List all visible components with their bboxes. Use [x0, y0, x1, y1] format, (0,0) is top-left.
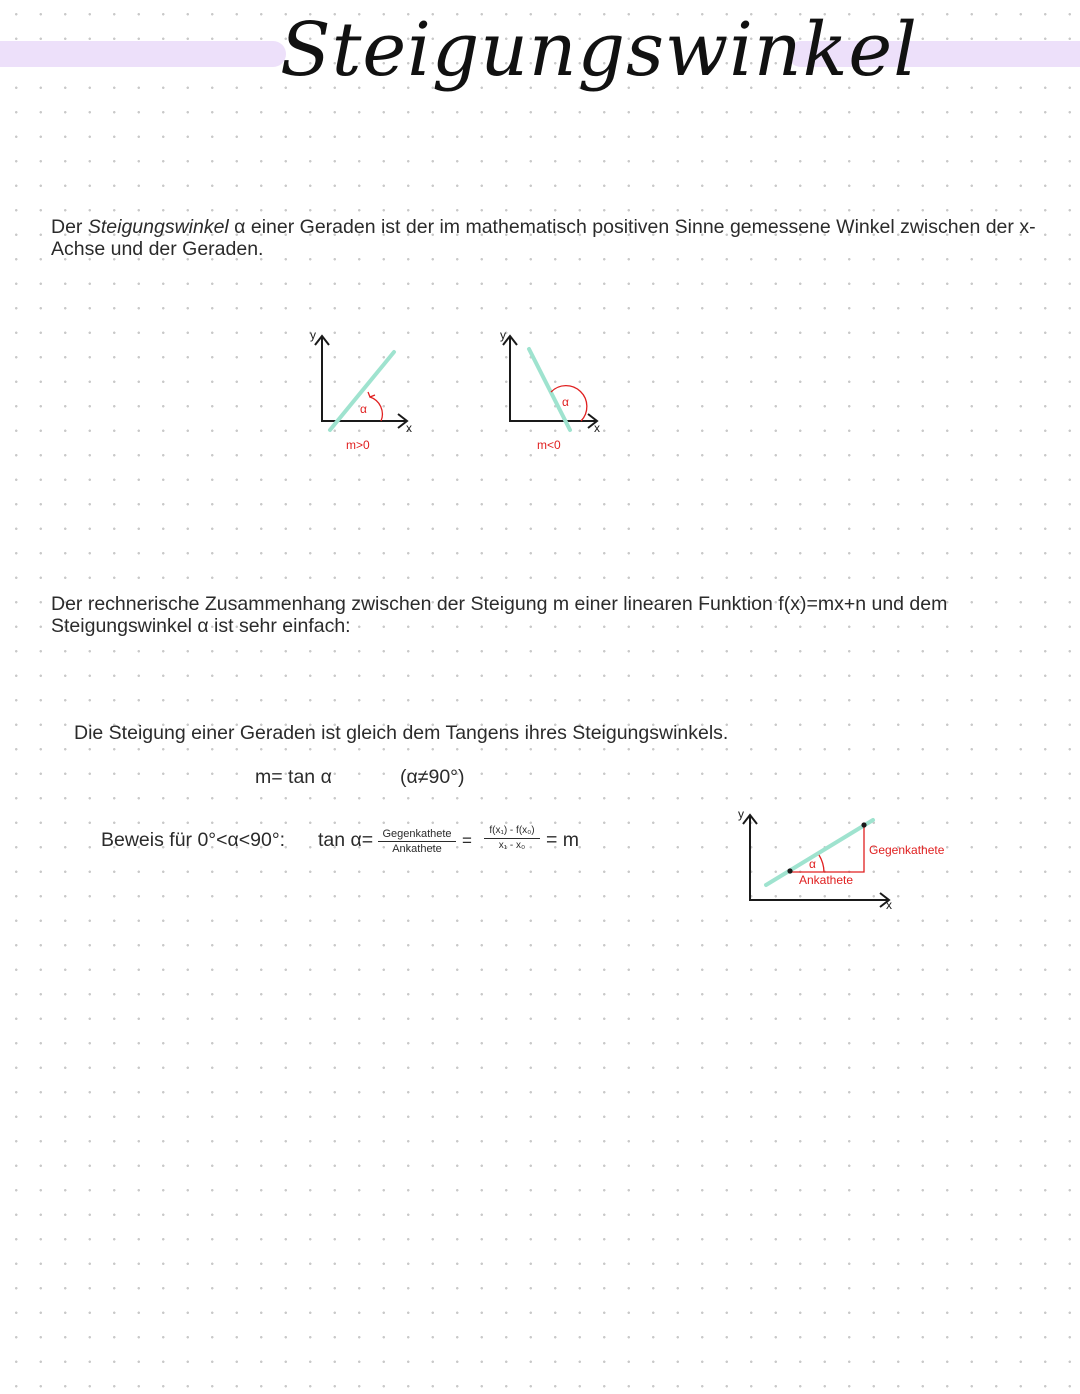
angle-arc	[370, 397, 382, 421]
equals-m: = m	[546, 829, 580, 851]
angle-label: α	[809, 857, 816, 871]
formula-condition: (α≠90°)	[400, 766, 465, 788]
page-title: Steigungswinkel	[280, 7, 918, 93]
fraction-denominator: x₁ - x₀	[498, 840, 526, 851]
fraction-numerator: f(x₁) - f(x₀)	[484, 825, 540, 839]
diagram-slope-triangle	[730, 805, 960, 915]
fraction-legs	[378, 828, 456, 855]
y-label: y	[500, 328, 506, 342]
x-label: x	[406, 421, 412, 435]
y-label: y	[310, 328, 316, 342]
equals-sign: =	[462, 831, 472, 850]
relation-paragraph: Der rechnerische Zusammenhang zwischen der Steigung m einer linearen Funktion f(x)=mx+n und dem Steigungswinkel α ist sehr einfach:	[51, 593, 948, 637]
adjacent-label: Ankathete	[799, 873, 854, 887]
diagram-positive-slope	[300, 325, 420, 455]
angle-label: α	[562, 395, 569, 409]
slope-caption: m>0	[346, 438, 370, 452]
y-label: y	[738, 807, 744, 821]
fraction-numerator: Gegenkathete	[378, 828, 456, 842]
point-x0	[787, 868, 792, 873]
proof-label: Beweis für 0°<α<90°:	[101, 829, 286, 851]
angle-label: α	[360, 402, 367, 416]
graph-line	[330, 352, 394, 430]
angle-arrow	[368, 392, 375, 397]
diagram-negative-slope	[490, 325, 610, 455]
slope-caption: m<0	[537, 438, 561, 452]
header-band-left	[0, 41, 286, 67]
graph-line	[529, 349, 570, 430]
intro-term: Steigungswinkel	[87, 216, 229, 238]
x-label: x	[886, 898, 892, 912]
rule-statement: Die Steigung einer Geraden ist gleich dem Tangens ihres Steigungswinkels.	[74, 722, 729, 744]
proof-lhs: tan α=	[318, 829, 374, 851]
fraction-denominator: Ankathete	[392, 843, 442, 855]
intro-rest: α einer Geraden ist der im mathematisch positiven Sinne gemessene Winkel zwischen der x-Achse und der Geraden.	[51, 216, 1036, 260]
angle-arc	[819, 855, 824, 872]
formula-expression: m= tan α	[255, 766, 332, 788]
point-x1	[861, 822, 866, 827]
intro-prefix: Der	[51, 216, 88, 238]
opposite-label: Gegenkathete	[869, 843, 945, 857]
fraction-difference-quotient	[484, 825, 540, 852]
x-label: x	[594, 421, 600, 435]
intro-paragraph	[51, 216, 1041, 260]
